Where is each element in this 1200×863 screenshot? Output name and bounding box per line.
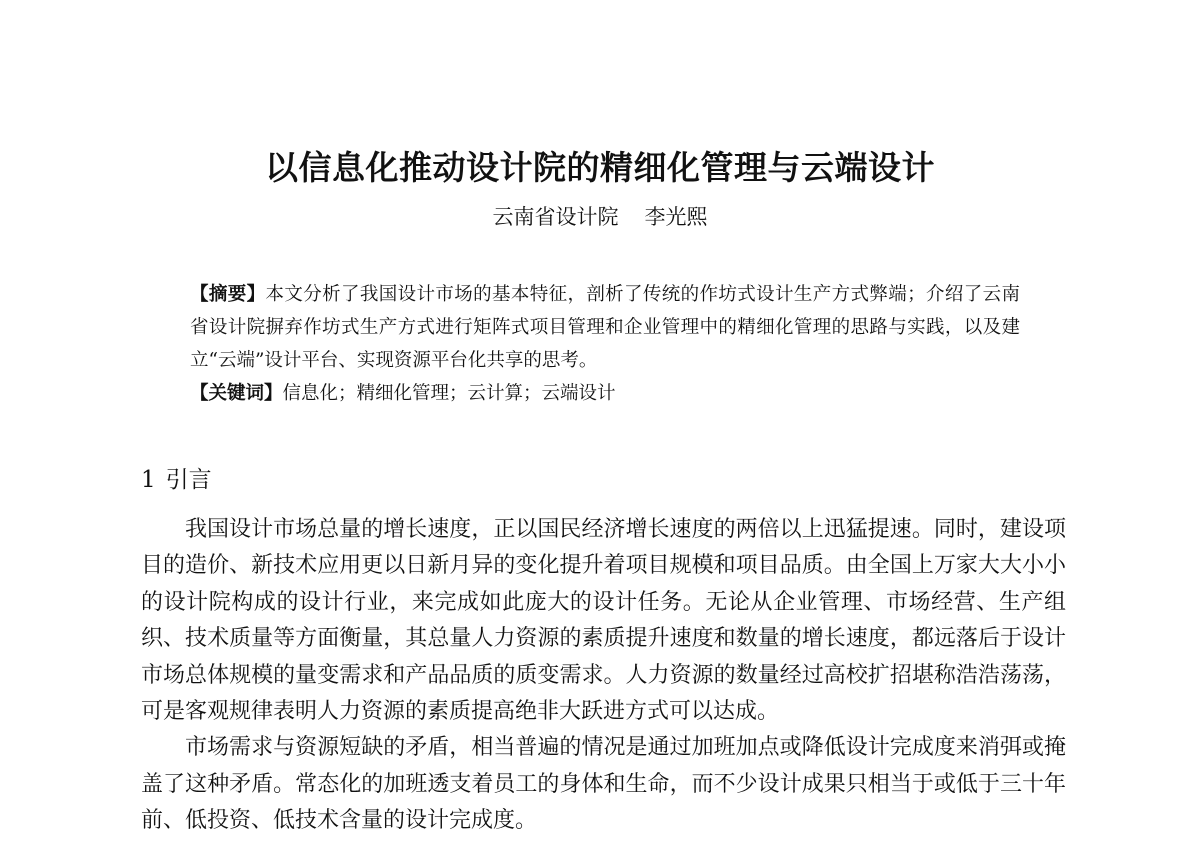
author-line — [0, 202, 1200, 232]
section-heading — [141, 464, 212, 496]
abstract-label: 【摘要】 — [190, 284, 266, 305]
keywords-text: 信息化；精细化管理；云计算；云端设计 — [282, 383, 616, 404]
abstract-paragraph — [190, 278, 1020, 377]
keywords-paragraph — [190, 377, 1020, 410]
abstract-text: 本文分析了我国设计市场的基本特征，剖析了传统的作坊式设计生产方式弊端；介绍了云南省设计院摒弃作坊式生产方式进行矩阵式项目管理和企业管理中的精细化管理的思路与实践，以及建立“云端”设计平台、实现资源平台化共享的思考。 — [190, 284, 1020, 371]
section-title: 引言 — [165, 467, 212, 493]
paper-title: 以信息化推动设计院的精细化管理与云端设计 — [265, 148, 935, 187]
body-paragraph: 市场需求与资源短缺的矛盾，相当普遍的情况是通过加班加点或降低设计完成度来消弭或掩盖了这种矛盾。常态化的加班透支着员工的身体和生命，而不少设计成果只相当于或低于三十年前、低投资、低技术含量的设计完成度。 — [141, 735, 1066, 834]
author-affiliation: 云南省设计院 — [492, 205, 619, 229]
abstract-block — [190, 278, 1020, 410]
keywords-label: 【关键词】 — [190, 383, 283, 404]
author-name: 李光熙 — [644, 205, 708, 229]
section-number: 1 — [141, 467, 156, 493]
body-text — [141, 512, 1066, 840]
body-paragraph: 我国设计市场总量的增长速度，正以国民经济增长速度的两倍以上迅猛提速。同时，建设项目的造价、新技术应用更以日新月异的变化提升着项目规模和项目品质。由全国上万家大大小小的设计院构成的设计行业，来完成如此庞大的设计任务。无论从企业管理、市场经营、生产组织、技术质量等方面衡量，其总量人力资源的素质提升速度和数量的增长速度，都远落后于设计市场总体规模的量变需求和产品品质的质变需求。人力资源的数量经过高校扩招堪称浩浩荡荡，可是客观规律表明人力资源的素质提高绝非大跃进方式可以达成。 — [141, 517, 1066, 725]
